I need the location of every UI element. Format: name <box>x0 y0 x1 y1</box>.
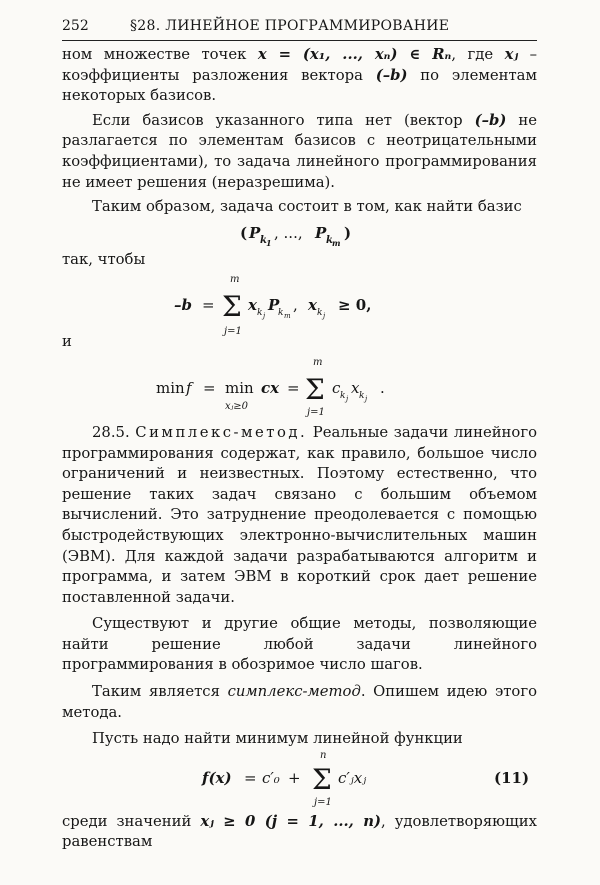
basis-k2: k <box>326 234 333 246</box>
p10-b: , удовлетворяющих равенствам <box>62 812 538 851</box>
formula-objective <box>62 750 537 808</box>
decomp-x: x <box>248 296 257 315</box>
minf-cond: xⱼ≥0 <box>225 400 249 412</box>
p2-b: не разлагается по элементам базисов с неотрицательными коэффициентами), то задача линейного программирования не имеет решения (неразрешима). <box>62 111 537 191</box>
p1-mid: , где <box>451 46 505 63</box>
minf-min2: min <box>225 378 254 397</box>
decomp-ge: ≥ 0, <box>338 296 372 315</box>
decomp-x2: x <box>308 296 317 315</box>
paragraph-5: и <box>62 333 72 351</box>
obj-plus: + <box>288 768 301 787</box>
decomp-pm: m <box>284 312 291 321</box>
section-title: §28. ЛИНЕЙНОЕ ПРОГРАММИРОВАНИЕ <box>130 18 450 34</box>
obj-sum-bottom: j=1 <box>314 796 332 808</box>
equation-number: (11) <box>494 768 530 787</box>
p1-end: по элементам некоторых базисов. <box>62 66 537 105</box>
minf-min: min <box>156 378 185 397</box>
formula-minf <box>62 353 537 419</box>
decomp-eq: = <box>202 296 215 315</box>
p1-xj: xⱼ <box>504 46 519 63</box>
basis-open: ( <box>240 223 248 242</box>
running-header <box>62 18 537 41</box>
decomp-x2j: j <box>323 312 326 321</box>
minf-xk: k <box>359 390 365 401</box>
p8-a: Таким является <box>92 683 228 701</box>
obj-eq: = <box>244 768 257 787</box>
obj-fx: f(x) <box>202 768 232 787</box>
section-number: 28.5. <box>92 423 136 441</box>
obj-sigma: Σ <box>312 762 332 796</box>
basis-close: ) <box>344 223 352 242</box>
paragraph-1 <box>62 45 537 107</box>
basis-sub1: 1 <box>266 237 272 248</box>
paragraph-3: Таким образом, задача состоит в том, как найти базис <box>92 198 522 216</box>
decomp-comma: , <box>293 296 298 315</box>
minf-c: c <box>332 378 341 397</box>
paragraph-2 <box>62 111 537 193</box>
decomp-sum-bottom: j=1 <box>224 326 242 338</box>
decomp-sigma: Σ <box>222 290 242 324</box>
decomp-sum-top: m <box>230 274 240 286</box>
minf-xj: j <box>365 394 368 403</box>
decomp-P: P <box>268 296 280 315</box>
p1-math: x = (x₁, ..., xₙ) ∈ Rₙ <box>257 46 452 63</box>
minf-ck: k <box>340 390 346 401</box>
p10-a: среди значений <box>62 812 201 830</box>
minf-period: . <box>380 378 385 397</box>
paragraph-8 <box>62 682 537 723</box>
formula-decomposition <box>62 270 537 340</box>
p1-text: ном множестве точек <box>62 46 258 63</box>
p1-vec: (–b) <box>375 66 408 84</box>
p8-em: симплекс-метод <box>227 683 361 701</box>
obj-sum-top: n <box>320 749 327 761</box>
minf-cx: cx <box>261 378 280 397</box>
decomp-xk: k <box>257 308 263 319</box>
minf-eq1: = <box>203 378 216 397</box>
p2-vec: (–b) <box>474 111 507 129</box>
decomp-x2k: k <box>317 308 323 319</box>
section-heading: Симплекс-метод. <box>135 423 308 441</box>
p1-rest: – коэффициенты разложения вектора <box>62 46 537 84</box>
paragraph-6 <box>62 423 537 608</box>
minf-f: f <box>186 378 192 397</box>
paragraph-9: Пусть надо найти минимум линейной функции <box>92 730 463 748</box>
decomp-xj: j <box>263 312 266 321</box>
minf-x: x <box>351 378 360 397</box>
p6-text: Реальные задачи линейного программирования содержат, как правило, большое число ограничений и неизвестных. Поэтому естественно, что решение таких задач связано с большим объемом вычислений. Это затруднение преодолевается с помощью быстродействующих электронно-вычислительных машин (ЭВМ). Для каждой задачи разрабатываются алгоритм и программа, и затем ЭВМ в короткий срок дает решение поставленной задачи. <box>62 423 537 606</box>
minf-sigma: Σ <box>305 372 325 406</box>
minf-sum-top: m <box>313 356 323 368</box>
basis-dots: , ..., <box>274 223 303 242</box>
basis-p1: P <box>249 223 261 242</box>
p10-math: xⱼ ≥ 0 (j = 1, ..., n) <box>200 812 382 830</box>
basis-p2: P <box>315 223 327 242</box>
paragraph-7: Существуют и другие общие методы, позволяющие найти решение любой задачи линейного программирования в обозримое число шагов. <box>62 615 537 674</box>
p8-b: . Опишем идею этого метода. <box>62 683 537 721</box>
p2-a: Если базисов указанного типа нет (вектор <box>92 111 475 129</box>
minf-sum-bottom: j=1 <box>307 406 325 418</box>
paragraph-4: так, чтобы <box>62 250 146 268</box>
page-number: 252 <box>62 18 89 34</box>
minf-cj: j <box>346 394 349 403</box>
obj-c0: c′₀ <box>262 768 280 787</box>
obj-cjxj: c′ⱼxⱼ <box>338 768 367 787</box>
paragraph-10 <box>62 812 537 853</box>
decomp-lhs: –b <box>174 296 192 315</box>
decomp-pk: k <box>278 308 284 319</box>
basis-subm: m <box>332 237 341 248</box>
book-page <box>62 18 537 853</box>
basis-k1: k <box>260 234 267 246</box>
formula-basis <box>62 218 537 248</box>
minf-eq2: = <box>287 378 300 397</box>
